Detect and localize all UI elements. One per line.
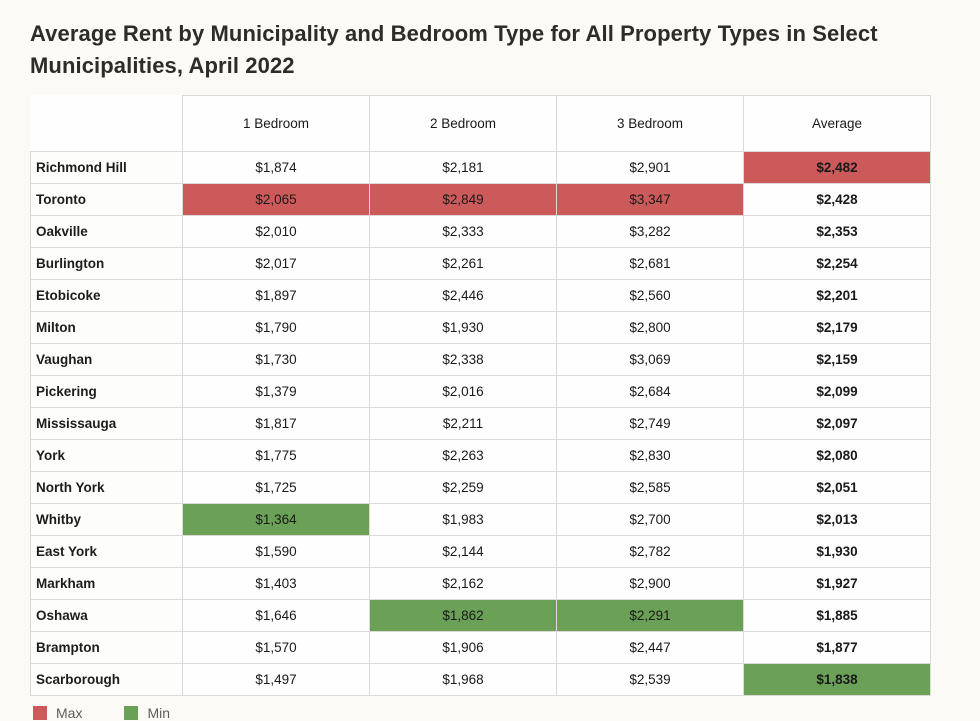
table-row — [31, 408, 931, 440]
row-label[interactable]: Milton — [31, 312, 183, 344]
row-label[interactable]: Mississauga — [31, 408, 183, 440]
rent-cell[interactable]: $2,539 — [557, 664, 744, 696]
row-label[interactable]: Markham — [31, 568, 183, 600]
rent-cell[interactable]: $2,179 — [744, 312, 931, 344]
rent-cell[interactable]: $2,211 — [370, 408, 557, 440]
rent-cell[interactable]: $2,681 — [557, 248, 744, 280]
rent-cell[interactable]: $1,897 — [183, 280, 370, 312]
rent-cell[interactable]: $2,254 — [744, 248, 931, 280]
min-color-swatch — [124, 706, 138, 720]
table-row — [31, 504, 931, 536]
rent-cell[interactable]: $2,291 — [557, 600, 744, 632]
max-color-swatch — [33, 706, 47, 720]
legend-item-max[interactable] — [33, 705, 82, 721]
row-label[interactable]: Richmond Hill — [31, 152, 183, 184]
rent-cell[interactable]: $2,447 — [557, 632, 744, 664]
rent-cell[interactable]: $2,013 — [744, 504, 931, 536]
rent-cell[interactable]: $1,838 — [744, 664, 931, 696]
rent-cell[interactable]: $2,017 — [183, 248, 370, 280]
rent-cell[interactable]: $2,162 — [370, 568, 557, 600]
rent-cell[interactable]: $1,968 — [370, 664, 557, 696]
table-row — [31, 568, 931, 600]
column-header-2-bedroom[interactable]: 2 Bedroom — [370, 96, 557, 152]
rent-cell[interactable]: $1,874 — [183, 152, 370, 184]
rent-cell[interactable]: $1,497 — [183, 664, 370, 696]
rent-cell[interactable]: $2,849 — [370, 184, 557, 216]
row-label[interactable]: Pickering — [31, 376, 183, 408]
rent-cell[interactable]: $2,263 — [370, 440, 557, 472]
rent-cell[interactable]: $2,800 — [557, 312, 744, 344]
column-header-3-bedroom[interactable]: 3 Bedroom — [557, 96, 744, 152]
row-label[interactable]: Oakville — [31, 216, 183, 248]
row-label[interactable]: Etobicoke — [31, 280, 183, 312]
row-label[interactable]: Burlington — [31, 248, 183, 280]
rent-cell[interactable]: $2,201 — [744, 280, 931, 312]
table-row — [31, 376, 931, 408]
row-label[interactable]: Vaughan — [31, 344, 183, 376]
column-header-1-bedroom[interactable]: 1 Bedroom — [183, 96, 370, 152]
rent-cell[interactable]: $2,830 — [557, 440, 744, 472]
rent-cell[interactable]: $2,097 — [744, 408, 931, 440]
rent-cell[interactable]: $1,930 — [370, 312, 557, 344]
table-body — [31, 152, 931, 696]
rent-cell[interactable]: $3,282 — [557, 216, 744, 248]
rent-cell[interactable]: $2,585 — [557, 472, 744, 504]
rent-cell[interactable]: $2,099 — [744, 376, 931, 408]
table-row — [31, 472, 931, 504]
rent-cell[interactable]: $1,730 — [183, 344, 370, 376]
rent-cell[interactable]: $1,570 — [183, 632, 370, 664]
rent-cell[interactable]: $2,065 — [183, 184, 370, 216]
rent-cell[interactable]: $3,347 — [557, 184, 744, 216]
rent-cell[interactable]: $2,144 — [370, 536, 557, 568]
rent-cell[interactable]: $1,927 — [744, 568, 931, 600]
table-row — [31, 184, 931, 216]
rent-cell[interactable]: $2,016 — [370, 376, 557, 408]
table-row — [31, 440, 931, 472]
rent-cell[interactable]: $2,900 — [557, 568, 744, 600]
table-row — [31, 152, 931, 184]
rent-cell[interactable]: $2,181 — [370, 152, 557, 184]
rent-cell[interactable]: $2,259 — [370, 472, 557, 504]
table-row — [31, 280, 931, 312]
column-header-average[interactable]: Average — [744, 96, 931, 152]
table-row — [31, 248, 931, 280]
table-row — [31, 664, 931, 696]
rent-cell[interactable]: $2,261 — [370, 248, 557, 280]
row-label[interactable]: Scarborough — [31, 664, 183, 696]
rent-cell[interactable]: $2,901 — [557, 152, 744, 184]
rent-cell[interactable]: $2,010 — [183, 216, 370, 248]
rent-cell[interactable]: $2,333 — [370, 216, 557, 248]
rent-cell[interactable]: $1,790 — [183, 312, 370, 344]
rent-cell[interactable]: $1,590 — [183, 536, 370, 568]
table-row — [31, 632, 931, 664]
row-label[interactable]: Toronto — [31, 184, 183, 216]
row-label[interactable]: Oshawa — [31, 600, 183, 632]
rent-cell[interactable]: $2,684 — [557, 376, 744, 408]
corner-cell — [31, 96, 183, 152]
rent-cell[interactable]: $2,560 — [557, 280, 744, 312]
row-label[interactable]: Whitby — [31, 504, 183, 536]
header-row — [31, 96, 931, 152]
rent-cell[interactable]: $2,353 — [744, 216, 931, 248]
rent-cell[interactable]: $2,338 — [370, 344, 557, 376]
row-label[interactable]: Brampton — [31, 632, 183, 664]
rent-cell[interactable]: $1,862 — [370, 600, 557, 632]
rent-cell[interactable]: $1,364 — [183, 504, 370, 536]
row-label[interactable]: East York — [31, 536, 183, 568]
rent-cell[interactable]: $2,782 — [557, 536, 744, 568]
row-label[interactable]: York — [31, 440, 183, 472]
rent-cell[interactable]: $2,051 — [744, 472, 931, 504]
row-label[interactable]: North York — [31, 472, 183, 504]
table-row — [31, 312, 931, 344]
rent-cell[interactable]: $1,775 — [183, 440, 370, 472]
rent-cell[interactable]: $2,446 — [370, 280, 557, 312]
rent-cell[interactable]: $2,080 — [744, 440, 931, 472]
rent-cell[interactable]: $2,428 — [744, 184, 931, 216]
rent-cell[interactable]: $1,403 — [183, 568, 370, 600]
legend — [33, 705, 930, 721]
legend-label-max: Max — [56, 705, 83, 721]
chart-title: Average Rent by Municipality and Bedroom Type for All Property Types in Select Municipalities, April 2022 — [30, 21, 878, 78]
table-row — [31, 536, 931, 568]
rent-cell[interactable]: $1,646 — [183, 600, 370, 632]
rent-cell[interactable]: $1,885 — [744, 600, 931, 632]
table-row — [31, 216, 931, 248]
rent-cell[interactable]: $1,877 — [744, 632, 931, 664]
rent-cell[interactable]: $1,379 — [183, 376, 370, 408]
legend-label-min: Min — [147, 705, 171, 721]
rent-cell[interactable]: $1,906 — [370, 632, 557, 664]
rent-highlight-table — [30, 95, 931, 696]
rent-cell[interactable]: $2,159 — [744, 344, 931, 376]
rent-cell[interactable]: $2,482 — [744, 152, 931, 184]
rent-cell[interactable]: $1,983 — [370, 504, 557, 536]
legend-item-min[interactable] — [124, 705, 170, 721]
rent-cell[interactable]: $1,817 — [183, 408, 370, 440]
rent-cell[interactable]: $1,930 — [744, 536, 931, 568]
rent-cell[interactable]: $3,069 — [557, 344, 744, 376]
table-row — [31, 344, 931, 376]
table-row — [31, 600, 931, 632]
rent-cell[interactable]: $1,725 — [183, 472, 370, 504]
rent-cell[interactable]: $2,749 — [557, 408, 744, 440]
rent-cell[interactable]: $2,700 — [557, 504, 744, 536]
